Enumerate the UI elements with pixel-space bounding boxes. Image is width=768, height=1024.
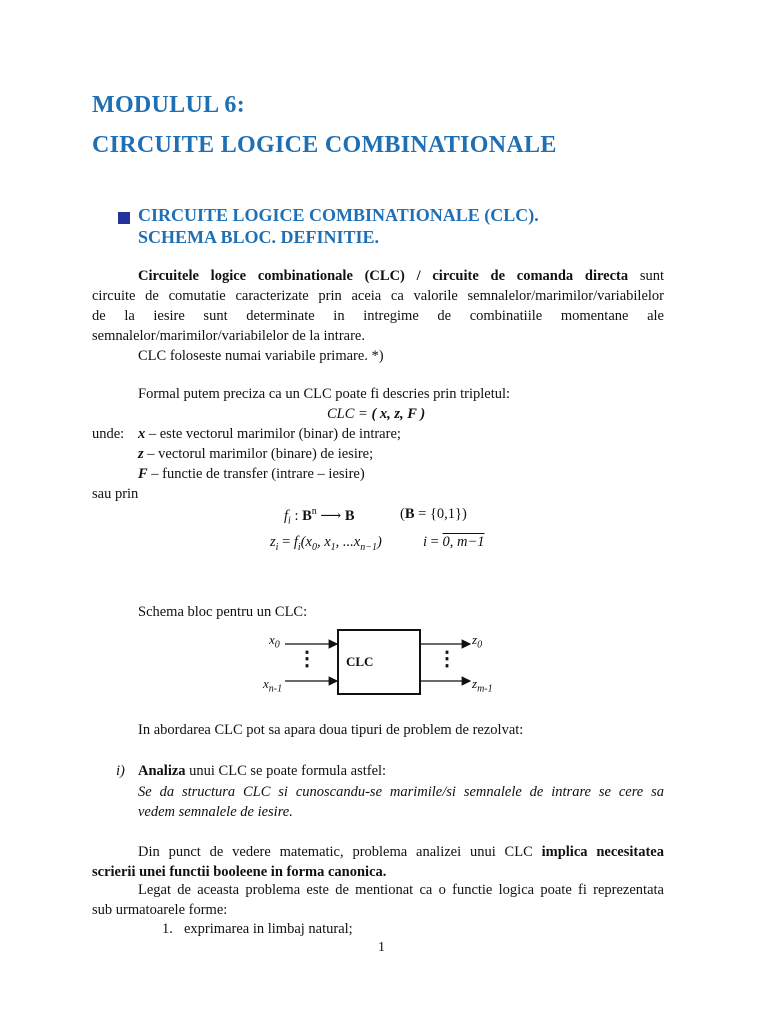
desc-x: – este vectorul marimilor (binar) de intrare; <box>145 426 401 442</box>
math-line2-bold: scrierii unei functii booleene in forma canonica. <box>92 864 387 880</box>
out-bot: z <box>472 676 478 691</box>
in-bot: x <box>263 676 269 691</box>
analysis-number <box>116 763 125 780</box>
intro-line-1 <box>92 266 664 286</box>
map-arrow: ⟶ <box>316 507 345 524</box>
arg-1: 1 <box>330 541 336 553</box>
map-colon: : <box>290 507 303 524</box>
formal-text: Formal putem preciza ca un CLC poate fi descries prin tripletul: <box>138 386 511 402</box>
analysis-head-rest: unui CLC se poate formula astfel: <box>185 763 387 779</box>
out-top-sub: 0 <box>477 639 483 651</box>
legat-paragraph <box>92 880 664 920</box>
range-eq: = <box>427 534 443 550</box>
intro-paragraph <box>92 266 664 366</box>
list-number: 1. <box>162 921 173 937</box>
intro-line-1-rest: sunt <box>639 268 664 284</box>
in-bot-sub: n-1 <box>268 683 283 695</box>
arg-1-pre: , x <box>316 534 331 550</box>
arg-0: 0 <box>311 541 317 553</box>
intro-line-3: de la iesire sunt determinate in intregime de combinatiile momentane ale <box>92 308 664 324</box>
arg-dots: , ...x <box>335 534 361 550</box>
sau-prin: sau prin <box>92 486 139 502</box>
output-ellipsis: ⋮ <box>437 648 457 670</box>
desc-z: – vectorul marimilor (binare) de iesire; <box>143 446 374 462</box>
analysis-italic-2: vedem semnalele de iesire. <box>138 804 293 820</box>
intro-line-4: semnalelor/marimilor/variabilelor de la intrare. <box>92 328 365 344</box>
map-b: B <box>302 507 312 524</box>
map-sub: i <box>288 515 291 527</box>
fi-sub: i <box>297 541 301 553</box>
intro-definition-bold: Circuitele logice combinationale (CLC) / circuite de comanda directa <box>138 268 629 284</box>
map-fn: f <box>284 507 289 524</box>
analysis-heading <box>138 763 386 780</box>
diagram-caption: Schema bloc pentru un CLC: <box>138 604 308 620</box>
desc-f: – functie de transfer (intrare – iesire) <box>147 466 365 482</box>
output-label-zm1 <box>472 676 493 695</box>
intro-line-2: circuite de comutatie caracterizate prin aceia ca valorile semnalelor/marimilor/variabilelor <box>92 288 664 304</box>
list-item: exprimarea in limbaj natural; <box>184 921 353 937</box>
def-f <box>138 466 365 483</box>
square-bullet-icon <box>118 212 130 224</box>
eq-tuple: ( x, z, F ) <box>371 406 426 422</box>
page-number: 1 <box>378 940 385 955</box>
def-x <box>138 426 401 443</box>
approach-text: In abordarea CLC pot sa apara doua tipuri de problem de rezolvat: <box>138 722 524 738</box>
analysis-italic-1: Se da structura CLC si cunoscandu-se marimile/si semnalele de intrare se cere sa <box>138 784 664 800</box>
out-top: z <box>472 632 478 647</box>
zi-sub: i <box>275 541 279 553</box>
legat-line-1: Legat de aceasta problema este de mentionat ca o functie logica poate fi reprezentata <box>138 882 664 898</box>
args-open: (x <box>300 534 312 550</box>
args-close: ) <box>376 534 382 550</box>
clc-triplet-equation <box>327 406 425 423</box>
bset-open: ( <box>400 506 405 522</box>
output-label-z0 <box>472 632 482 651</box>
math-line1-bold: implica necesitatea <box>541 844 664 860</box>
math-line1-plain: Din punct de vedere matematic, problema analizei unui CLC <box>138 844 542 860</box>
mapping-formula <box>284 506 354 527</box>
math-paragraph <box>92 842 664 882</box>
module-heading: MODULUL 6: <box>92 92 245 118</box>
in-top: x <box>269 632 275 647</box>
legat-line-2: sub urmatoarele forme: <box>92 902 228 918</box>
input-label-x0 <box>269 632 280 651</box>
var-z: z <box>138 446 144 462</box>
intro-line-5: CLC foloseste numai variabile primare. *) <box>138 348 384 364</box>
bset-rest: = {0,1}) <box>414 506 467 522</box>
input-label-xn1 <box>263 676 282 695</box>
map-b2: B <box>344 507 355 524</box>
analysis-num: i) <box>116 763 125 779</box>
zi: z <box>270 534 276 550</box>
out-bot-sub: m-1 <box>477 683 493 695</box>
clc-block-diagram <box>255 625 505 700</box>
page-title: CIRCUITE LOGICE COMBINATIONALE <box>92 132 557 158</box>
boolean-set <box>400 506 467 523</box>
clc-block-label: CLC <box>346 654 374 669</box>
map-sup: n <box>311 506 317 517</box>
range-val: 0, m−1 <box>442 534 485 550</box>
section-heading-line2: SCHEMA BLOC. DEFINITIE. <box>138 227 380 247</box>
var-f: F <box>138 466 148 482</box>
def-z <box>138 446 373 463</box>
zi-eq: = <box>278 534 294 550</box>
index-range <box>423 534 484 551</box>
var-x: x <box>138 426 146 442</box>
range-i: i <box>423 534 428 550</box>
unde-label: unde: <box>92 426 125 442</box>
in-top-sub: 0 <box>274 639 280 651</box>
eq-prefix: CLC = <box>327 406 372 422</box>
section-heading-line1: CIRCUITE LOGICE COMBINATIONALE (CLC). <box>138 205 539 225</box>
analysis-head: Analiza <box>138 763 186 779</box>
arg-n: n−1 <box>360 541 377 553</box>
analysis-italic-block <box>138 782 664 822</box>
zi-formula <box>270 534 382 553</box>
input-ellipsis: ⋮ <box>297 648 317 670</box>
bset-b: B <box>404 506 415 522</box>
fi: f <box>293 534 298 550</box>
